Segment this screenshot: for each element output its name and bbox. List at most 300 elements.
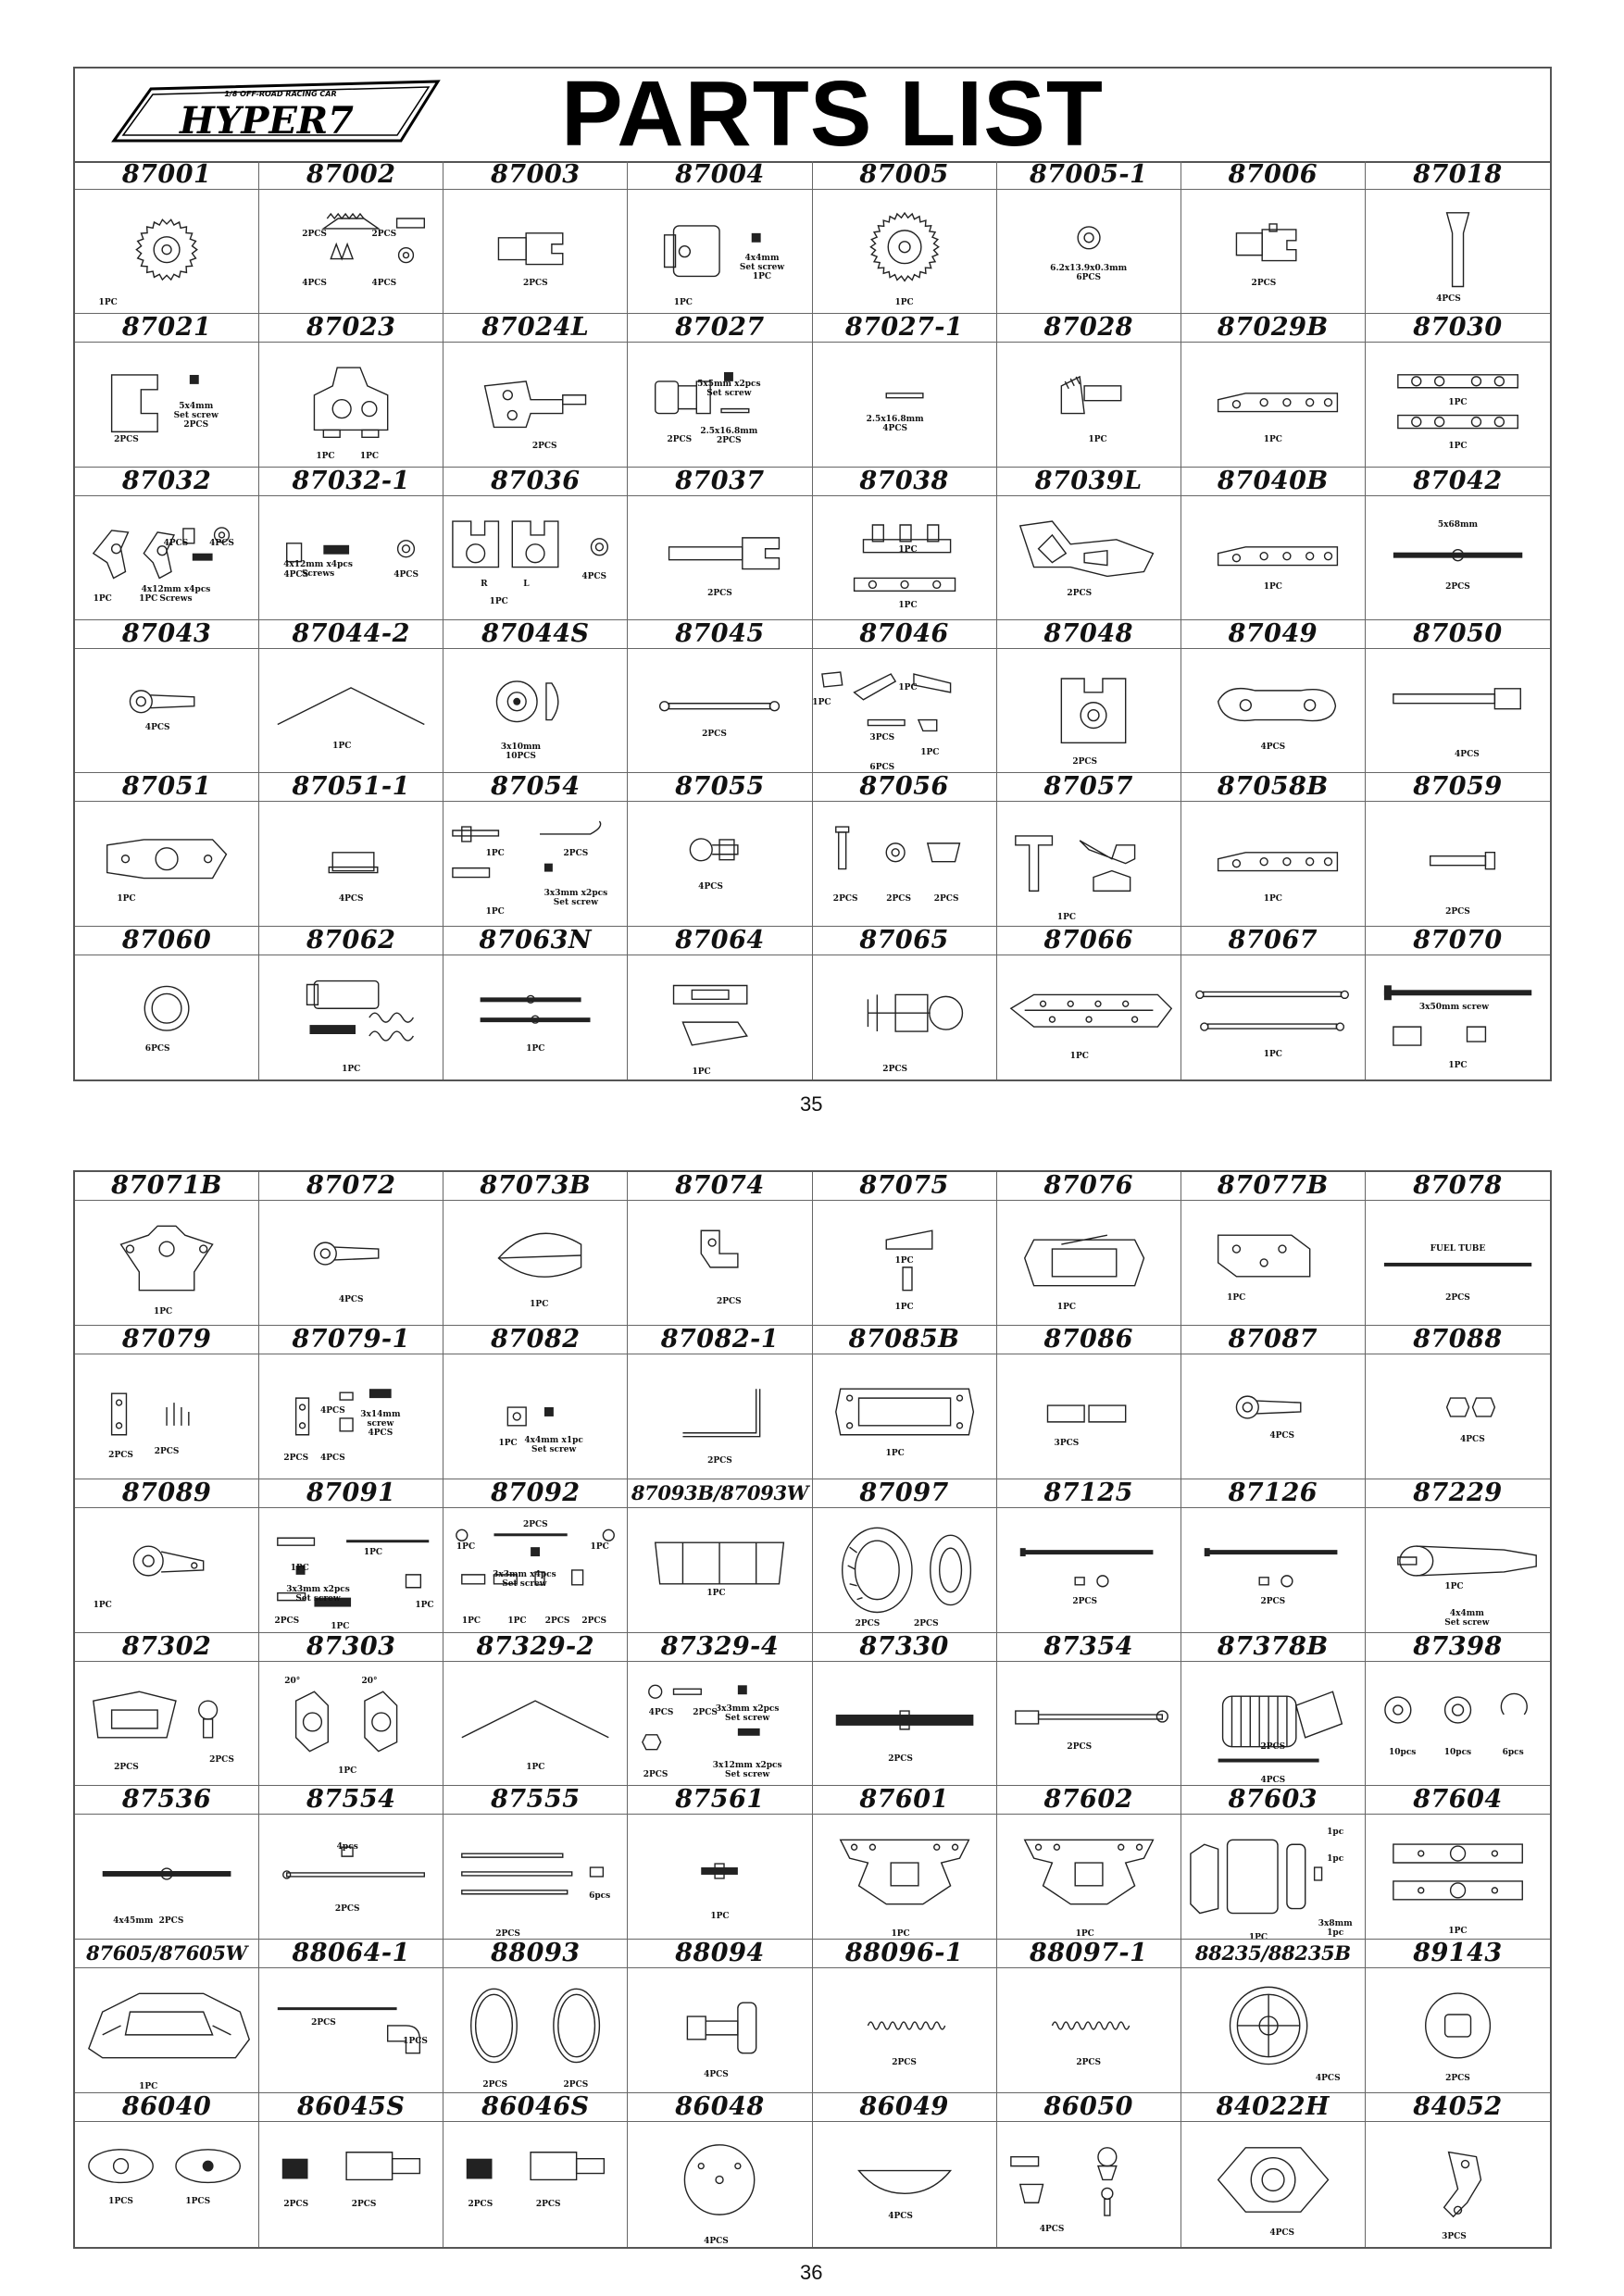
part-cell bbox=[1366, 927, 1550, 1079]
part-illustration bbox=[443, 496, 627, 619]
quantity-label: 2PCS bbox=[855, 1619, 881, 1629]
steering-set-icon bbox=[813, 649, 996, 772]
servo-horn-icon bbox=[75, 1508, 258, 1632]
quantity-label: 4PCS bbox=[1260, 742, 1286, 753]
quantity-label: 2PCS bbox=[1251, 278, 1277, 288]
quantity-label: 3x3mm x2pcs Set screw bbox=[715, 1704, 780, 1724]
part-number: 86045S bbox=[259, 2093, 443, 2122]
quantity-label: 1PC bbox=[93, 1601, 112, 1611]
quantity-label: 2PCS bbox=[886, 894, 911, 905]
part-illustration bbox=[813, 1662, 996, 1786]
part-number: 87605/87605W bbox=[75, 1940, 258, 1968]
part-cell bbox=[997, 314, 1181, 467]
quantity-label: 2PCS bbox=[482, 2079, 508, 2090]
spur-gear-icon bbox=[813, 190, 996, 313]
part-number: 87051 bbox=[75, 773, 258, 802]
quantity-label: 4x4mm x1pc Set screw bbox=[524, 1436, 583, 1455]
shock-tower-icon bbox=[813, 1815, 996, 1939]
part-cell bbox=[259, 161, 443, 314]
part-illustration bbox=[997, 1508, 1181, 1632]
part-cell bbox=[1366, 468, 1550, 620]
quantity-label: 2PCS bbox=[1445, 906, 1470, 917]
part-cell bbox=[1366, 1940, 1550, 2093]
quantity-label: 2PCS bbox=[154, 1447, 180, 1457]
part-illustration bbox=[628, 955, 811, 1079]
quantity-label: 2PCS bbox=[888, 1753, 913, 1764]
quantity-label: 2PCS bbox=[334, 1903, 360, 1914]
part-number: 87603 bbox=[1181, 1786, 1365, 1815]
quantity-label: 2PCS bbox=[209, 1755, 234, 1766]
bevel-gears-icon bbox=[259, 190, 443, 313]
part-illustration bbox=[997, 1968, 1181, 2092]
gearbox-icon bbox=[259, 343, 443, 466]
part-number: 87064 bbox=[628, 927, 811, 955]
part-illustration bbox=[1181, 1968, 1365, 2092]
part-number: 87303 bbox=[259, 1633, 443, 1662]
part-illustration bbox=[1366, 1968, 1550, 2092]
nut-pair-icon bbox=[1366, 1354, 1550, 1479]
quantity-label: 4PCS bbox=[1260, 1775, 1286, 1785]
spring-icon bbox=[997, 1968, 1181, 2092]
part-number: 87039L bbox=[997, 468, 1181, 496]
throttle-linkage-icon bbox=[259, 1508, 443, 1632]
shim-icon bbox=[997, 190, 1181, 313]
part-cell bbox=[997, 1633, 1181, 1787]
part-illustration bbox=[997, 1662, 1181, 1786]
body-post-icon bbox=[813, 955, 996, 1079]
part-cell bbox=[75, 161, 259, 314]
part-number: 87051-1 bbox=[259, 773, 443, 802]
part-cell bbox=[259, 1172, 443, 1326]
part-illustration bbox=[1366, 955, 1550, 1079]
part-cell bbox=[813, 1786, 997, 1940]
part-cell bbox=[259, 1786, 443, 1940]
engine-mount-icon bbox=[75, 802, 258, 925]
diff-outdrive-icon bbox=[443, 190, 627, 313]
quantity-label: 3x50mm screw bbox=[1418, 1002, 1489, 1012]
part-number: 87078 bbox=[1366, 1172, 1550, 1201]
part-illustration bbox=[813, 496, 996, 619]
quantity-label: 1PC bbox=[485, 906, 505, 917]
part-number: 87004 bbox=[628, 161, 811, 190]
part-illustration bbox=[997, 343, 1181, 466]
part-illustration bbox=[813, 649, 996, 772]
quantity-label: 1PC bbox=[461, 1616, 481, 1627]
part-cell bbox=[443, 1633, 628, 1787]
page-title: PARTS LIST bbox=[561, 62, 1104, 166]
quantity-label: 4PCS bbox=[302, 278, 327, 288]
part-cell bbox=[1366, 314, 1550, 467]
part-number: 87036 bbox=[443, 468, 627, 496]
filter-shafts-icon bbox=[443, 2122, 627, 2247]
quantity-label: 2PCS bbox=[707, 1455, 732, 1466]
quantity-label: 2PCS bbox=[1260, 1741, 1286, 1752]
quantity-label: 1PC bbox=[590, 1542, 609, 1553]
part-number: 84052 bbox=[1366, 2093, 1550, 2122]
part-number: 87002 bbox=[259, 161, 443, 190]
part-number: 87087 bbox=[1181, 1326, 1365, 1354]
part-cell bbox=[259, 773, 443, 926]
part-number: 87059 bbox=[1366, 773, 1550, 802]
quantity-label: 1PC bbox=[710, 1911, 730, 1921]
quantity-label: 3PCS bbox=[1054, 1438, 1080, 1448]
quantity-label: 1PC bbox=[359, 451, 380, 461]
part-number: 87057 bbox=[997, 773, 1181, 802]
part-illustration bbox=[1181, 496, 1365, 619]
quantity-label: 4PCS bbox=[704, 2070, 729, 2080]
part-illustration bbox=[1181, 343, 1365, 466]
part-cell bbox=[1181, 773, 1366, 926]
quantity-label: 5x68mm bbox=[1437, 520, 1479, 530]
part-number: 87029B bbox=[1181, 314, 1365, 343]
bell-crank-icon bbox=[1366, 2122, 1550, 2247]
part-illustration bbox=[443, 343, 627, 466]
part-illustration bbox=[1181, 1815, 1365, 1939]
part-illustration bbox=[628, 802, 811, 925]
part-illustration bbox=[813, 1508, 996, 1632]
part-illustration bbox=[443, 802, 627, 925]
quantity-label: 2PCS bbox=[702, 729, 727, 739]
svg-text:1/8 OFF-ROAD RACING CAR: 1/8 OFF-ROAD RACING CAR bbox=[224, 90, 337, 98]
shaft-set-icon bbox=[443, 802, 627, 925]
quantity-label: 2PCS bbox=[1445, 581, 1470, 592]
quantity-label: 2PCS bbox=[1072, 757, 1098, 767]
part-number: 87044-2 bbox=[259, 620, 443, 649]
hinge-pin-icon bbox=[259, 1815, 443, 1939]
part-number: 87027-1 bbox=[813, 314, 996, 343]
part-cell bbox=[813, 1326, 997, 1479]
part-illustration bbox=[259, 1354, 443, 1479]
short-spacer-icon bbox=[259, 802, 443, 925]
bulkhead-set-icon bbox=[75, 1662, 258, 1786]
quantity-label: 4PCS bbox=[144, 722, 170, 732]
quantity-label: 2PCS bbox=[716, 1297, 742, 1307]
part-illustration bbox=[75, 1201, 258, 1325]
part-illustration bbox=[1181, 649, 1365, 772]
quantity-label: 1PC bbox=[1263, 894, 1282, 905]
part-cell bbox=[259, 468, 443, 620]
linkage-icon bbox=[628, 649, 811, 772]
quantity-label: 1PC bbox=[894, 1256, 914, 1267]
part-number: 87082 bbox=[443, 1326, 627, 1354]
part-illustration bbox=[1181, 1201, 1365, 1325]
quantity-label: 4x12mm x4pcs Screws bbox=[141, 584, 211, 604]
part-number: 87040B bbox=[1181, 468, 1365, 496]
part-illustration bbox=[259, 1201, 443, 1325]
part-cell bbox=[75, 1786, 259, 1940]
part-illustration bbox=[813, 1815, 996, 1939]
part-cell bbox=[813, 773, 997, 926]
part-number: 88235/88235B bbox=[1181, 1940, 1365, 1968]
part-number: 84022H bbox=[1181, 2093, 1365, 2122]
part-number: 87329-4 bbox=[628, 1633, 811, 1662]
quantity-label: 4PCS bbox=[704, 2237, 729, 2247]
quantity-label: 2PCS bbox=[1445, 2074, 1470, 2084]
quantity-label: 2PCS bbox=[495, 1928, 520, 1939]
part-illustration bbox=[75, 1662, 258, 1786]
part-illustration bbox=[259, 1662, 443, 1786]
quantity-label: 6PCS bbox=[869, 762, 895, 772]
long-rods-icon bbox=[1181, 955, 1365, 1079]
clips-set-icon bbox=[75, 1354, 258, 1479]
part-illustration bbox=[1366, 2122, 1550, 2247]
part-illustration bbox=[75, 1968, 258, 2092]
part-number: 87085B bbox=[813, 1326, 996, 1354]
quantity-label: 1PC bbox=[1263, 581, 1282, 592]
flat-plate-icon bbox=[1181, 496, 1365, 619]
quantity-label: 3PCS bbox=[869, 732, 895, 742]
part-illustration bbox=[259, 955, 443, 1079]
part-number: 87043 bbox=[75, 620, 258, 649]
part-illustration bbox=[75, 190, 258, 313]
part-illustration bbox=[997, 2122, 1181, 2247]
hinge-pins-icon bbox=[443, 1815, 627, 1939]
part-cell bbox=[813, 1172, 997, 1326]
part-illustration bbox=[443, 649, 627, 772]
part-cell bbox=[75, 1326, 259, 1479]
quantity-label: 1PC bbox=[1069, 1052, 1089, 1062]
part-number: 87378B bbox=[1181, 1633, 1365, 1662]
part-illustration bbox=[75, 1815, 258, 1939]
hub-carriers-icon bbox=[443, 496, 627, 619]
quantity-label: 2PCS bbox=[913, 1619, 939, 1629]
part-cell bbox=[1366, 1479, 1550, 1633]
part-number: 87555 bbox=[443, 1786, 627, 1815]
part-cell bbox=[628, 1940, 812, 2093]
quantity-label: 4PCS bbox=[1039, 2224, 1065, 2234]
part-number: 87229 bbox=[1366, 1479, 1550, 1508]
part-number: 87079 bbox=[75, 1326, 258, 1354]
bushing-screw-icon bbox=[259, 496, 443, 619]
part-illustration bbox=[997, 1815, 1181, 1939]
part-number: 87075 bbox=[813, 1172, 996, 1201]
quantity-label: 1PC bbox=[498, 1438, 518, 1448]
part-illustration bbox=[259, 496, 443, 619]
part-number: 86040 bbox=[75, 2093, 258, 2122]
turnbuckle-pair-icon bbox=[443, 955, 627, 1079]
quantity-label: 2PCS bbox=[1067, 588, 1093, 598]
part-cell bbox=[628, 1326, 812, 1479]
rod-end-icon bbox=[1181, 1354, 1365, 1479]
part-illustration bbox=[813, 343, 996, 466]
quantity-label: 4PCS bbox=[338, 894, 364, 905]
part-number: 87050 bbox=[1366, 620, 1550, 649]
quantity-label: 1PC bbox=[485, 848, 505, 858]
part-illustration bbox=[75, 496, 258, 619]
quantity-label: 2.5x16.8mm 4PCS bbox=[866, 414, 924, 433]
part-cell bbox=[813, 1633, 997, 1787]
part-illustration bbox=[1366, 1815, 1550, 1939]
quantity-label: 4PCS bbox=[648, 1708, 674, 1718]
ring-icon bbox=[75, 955, 258, 1079]
fuel-line-set-icon bbox=[259, 1968, 443, 2092]
part-cell bbox=[1366, 1172, 1550, 1326]
part-illustration bbox=[813, 1201, 996, 1325]
quantity-label: 3PCS bbox=[1442, 2231, 1467, 2241]
part-cell bbox=[1366, 1786, 1550, 1940]
quantity-label: 2PCS bbox=[108, 1451, 133, 1461]
part-number: 88064-1 bbox=[259, 1940, 443, 1968]
quantity-label: 3x10mm 10PCS bbox=[500, 742, 542, 762]
quantity-label: 1PC bbox=[332, 741, 352, 751]
part-number: 87048 bbox=[997, 620, 1181, 649]
quantity-label: 1PC bbox=[526, 1044, 545, 1054]
part-cell bbox=[443, 161, 628, 314]
page-number: 35 bbox=[800, 1092, 823, 1116]
part-cell bbox=[75, 1479, 259, 1633]
part-number: 87536 bbox=[75, 1786, 258, 1815]
quantity-label: 2PCS bbox=[707, 588, 732, 598]
quantity-label: 1PCS bbox=[403, 2036, 428, 2046]
part-cell bbox=[443, 773, 628, 926]
part-cell bbox=[997, 773, 1181, 926]
quantity-label: 2PCS bbox=[933, 894, 959, 905]
parts-sheet-page-35 bbox=[73, 62, 1552, 1081]
part-cell bbox=[1181, 1479, 1366, 1633]
quantity-label: 1PC bbox=[920, 747, 940, 757]
part-illustration bbox=[259, 1815, 443, 1939]
quantity-label: 1PC bbox=[1448, 1926, 1468, 1936]
part-illustration bbox=[259, 1968, 443, 2092]
part-number: 87055 bbox=[628, 773, 811, 802]
radio-plate-icon bbox=[813, 1354, 996, 1479]
part-illustration bbox=[1181, 2122, 1365, 2247]
quantity-label: 2PCS bbox=[581, 1616, 607, 1627]
part-cell bbox=[997, 468, 1181, 620]
quantity-label: 4PCS bbox=[1269, 1430, 1295, 1441]
quantity-label: 1PC bbox=[93, 594, 112, 605]
fuel-tube-icon bbox=[1366, 1201, 1550, 1325]
part-number: 87063N bbox=[443, 927, 627, 955]
quantity-label: 4PCS bbox=[338, 1294, 364, 1304]
part-number: 87003 bbox=[443, 161, 627, 190]
part-cell bbox=[1366, 773, 1550, 926]
part-illustration bbox=[443, 2122, 627, 2247]
quantity-label: 4PCS bbox=[371, 278, 397, 288]
quantity-label: 4PCS bbox=[394, 569, 418, 580]
part-cell bbox=[443, 620, 628, 773]
quantity-label: 4PCS bbox=[888, 2212, 913, 2222]
quantity-label: 4PCS bbox=[163, 539, 189, 549]
part-number: 87088 bbox=[1366, 1326, 1550, 1354]
quantity-label: 1PC bbox=[1263, 435, 1282, 445]
part-cell bbox=[997, 1326, 1181, 1479]
part-number: 87027 bbox=[628, 314, 811, 343]
part-illustration bbox=[1181, 802, 1365, 925]
quantity-label: 2PCS bbox=[1260, 1597, 1286, 1607]
long-outdrive-icon bbox=[628, 496, 811, 619]
quantity-label: 4pcs bbox=[336, 1841, 358, 1852]
part-illustration bbox=[997, 649, 1181, 772]
part-cell bbox=[1181, 1786, 1366, 1940]
part-cell bbox=[259, 1326, 443, 1479]
o-rings-icon bbox=[443, 1968, 627, 2092]
part-illustration bbox=[1366, 649, 1550, 772]
quantity-label: 1PC bbox=[692, 1067, 711, 1077]
cup-with-screw-icon bbox=[75, 343, 258, 466]
part-cell bbox=[259, 1633, 443, 1787]
quantity-label: 2PCS bbox=[892, 2057, 917, 2067]
body-shell-icon bbox=[75, 1968, 258, 2092]
quantity-label: 2PCS bbox=[283, 2199, 309, 2209]
tire-icon bbox=[813, 1508, 996, 1632]
part-number: 87354 bbox=[997, 1633, 1181, 1662]
quantity-label: 2PCS bbox=[832, 894, 858, 905]
quantity-label: 1PC bbox=[894, 1302, 914, 1312]
part-cell bbox=[259, 2093, 443, 2247]
quantity-label: 2PCS bbox=[114, 435, 139, 445]
part-number: 87028 bbox=[997, 314, 1181, 343]
part-cell bbox=[75, 927, 259, 1079]
quantity-label: 1PC bbox=[338, 1766, 357, 1777]
part-cell bbox=[628, 2093, 812, 2247]
long-pin-set-icon bbox=[1181, 1508, 1365, 1632]
quantity-label: 1PC bbox=[706, 1588, 726, 1598]
part-illustration bbox=[75, 955, 258, 1079]
part-illustration bbox=[997, 1201, 1181, 1325]
part-cell bbox=[628, 161, 812, 314]
part-illustration bbox=[813, 1354, 996, 1479]
part-illustration bbox=[628, 1815, 811, 1939]
quantity-label: 2PCS bbox=[274, 1616, 300, 1627]
quantity-label: 1PC bbox=[331, 1621, 350, 1631]
part-illustration bbox=[813, 802, 996, 925]
part-illustration bbox=[628, 1968, 811, 2092]
quantity-label: 2PCS bbox=[667, 435, 693, 445]
hub-carrier-big-icon bbox=[997, 649, 1181, 772]
quantity-label: 6pcs bbox=[1502, 1748, 1524, 1758]
part-illustration bbox=[1366, 1508, 1550, 1632]
part-illustration bbox=[1366, 802, 1550, 925]
part-number: 87071B bbox=[75, 1172, 258, 1201]
ball-end-icon bbox=[628, 802, 811, 925]
quantity-label: 4PCS bbox=[698, 881, 723, 892]
part-cell bbox=[75, 1940, 259, 2093]
part-illustration bbox=[813, 190, 996, 313]
quantity-label: 1PC bbox=[415, 1601, 434, 1611]
part-cell bbox=[997, 620, 1181, 773]
part-cell bbox=[813, 2093, 997, 2247]
part-illustration bbox=[1366, 1201, 1550, 1325]
quantity-label: 1PC bbox=[117, 894, 136, 905]
oval-plates-icon bbox=[75, 2122, 258, 2247]
part-cell bbox=[813, 161, 997, 314]
quantity-label: 10pcs bbox=[1443, 1748, 1472, 1758]
part-number: 87072 bbox=[259, 1172, 443, 1201]
quantity-label: 2PCS bbox=[693, 1708, 718, 1718]
part-illustration bbox=[628, 2122, 811, 2247]
part-illustration bbox=[259, 649, 443, 772]
part-illustration bbox=[813, 955, 996, 1079]
quantity-label: 3x8mm 1pc bbox=[1318, 1918, 1353, 1938]
quantity-label: 2PCS bbox=[302, 229, 327, 239]
part-cell bbox=[813, 927, 997, 1079]
part-number: 87062 bbox=[259, 927, 443, 955]
part-illustration bbox=[443, 955, 627, 1079]
part-illustration bbox=[443, 190, 627, 313]
part-illustration bbox=[75, 1508, 258, 1632]
part-illustration bbox=[628, 1354, 811, 1479]
quantity-label: 3x3mm x4pcs Set screw bbox=[493, 1569, 556, 1589]
part-number: 87005 bbox=[813, 161, 996, 190]
rod-end-icon bbox=[259, 1201, 443, 1325]
outdrive-pair-icon bbox=[1181, 190, 1365, 313]
part-illustration bbox=[997, 190, 1181, 313]
shock-tower-icon bbox=[997, 1815, 1181, 1939]
part-cell bbox=[1181, 2093, 1366, 2247]
quantity-label: 1PC bbox=[1448, 441, 1468, 451]
part-illustration bbox=[628, 496, 811, 619]
